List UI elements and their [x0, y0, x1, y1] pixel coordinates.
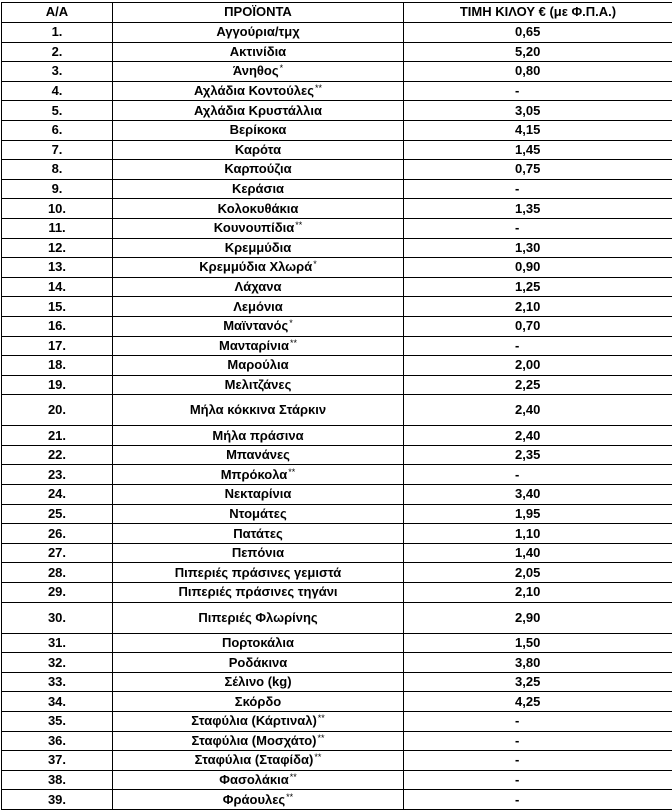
- product-name: Κρεμμύδια: [224, 239, 292, 255]
- product-cell: [113, 101, 404, 121]
- row-number: 17.: [2, 336, 113, 356]
- row-number: 5.: [2, 101, 113, 121]
- row-number: 33.: [2, 672, 113, 692]
- price-value: -: [515, 791, 520, 807]
- product-cell: [113, 62, 404, 82]
- table-row: [2, 583, 672, 603]
- price-cell: [404, 751, 672, 771]
- table-row: [2, 543, 672, 563]
- header-number: Α/Α: [2, 3, 113, 23]
- table-row: [2, 465, 672, 485]
- price-value: 2,40: [515, 402, 541, 418]
- product-name: Πορτοκάλια: [221, 634, 295, 650]
- product-cell: [113, 120, 404, 140]
- product-name: Σκόρδο: [234, 693, 282, 709]
- price-cell: [404, 465, 672, 485]
- price-cell: [404, 277, 672, 297]
- product-cell: [113, 426, 404, 446]
- table-row: [2, 790, 672, 810]
- price-value: -: [515, 337, 520, 353]
- product-name: Αχλάδια Κρυστάλλια: [194, 102, 322, 118]
- price-cell: [404, 62, 672, 82]
- header-product: ΠΡΟΪΟΝΤΑ: [113, 3, 404, 23]
- price-cell: [404, 770, 672, 790]
- table-row: [2, 336, 672, 356]
- product-name: Βερίκοκα: [229, 122, 287, 138]
- product-cell: [113, 375, 404, 395]
- row-number: 16.: [2, 316, 113, 336]
- product-name: Φασολάκια: [219, 772, 289, 788]
- row-number: 18.: [2, 356, 113, 376]
- product-cell: [113, 692, 404, 712]
- price-value: 4,25: [515, 693, 541, 709]
- header-row: [2, 3, 672, 23]
- table-row: [2, 101, 672, 121]
- table-row: [2, 692, 672, 712]
- availability-mark: **: [317, 732, 325, 743]
- price-cell: [404, 42, 672, 62]
- table-row: [2, 445, 672, 465]
- row-number: 22.: [2, 445, 113, 465]
- price-cell: [404, 81, 672, 101]
- table-row: [2, 316, 672, 336]
- product-name: Νεκταρίνια: [224, 486, 292, 502]
- price-cell: [404, 258, 672, 278]
- product-name: Πεπόνια: [231, 545, 285, 561]
- price-value: 2,25: [515, 376, 541, 392]
- product-cell: [113, 218, 404, 238]
- price-cell: [404, 712, 672, 732]
- price-cell: [404, 524, 672, 544]
- table-row: [2, 563, 672, 583]
- price-cell: [404, 356, 672, 376]
- row-number: 38.: [2, 770, 113, 790]
- row-number: 11.: [2, 218, 113, 238]
- price-value: -: [515, 732, 520, 748]
- table-row: [2, 524, 672, 544]
- table-row: [2, 297, 672, 317]
- product-cell: [113, 563, 404, 583]
- price-value: 1,45: [515, 141, 541, 157]
- product-name: Πιπεριές Φλωρίνης: [198, 609, 318, 625]
- price-cell: [404, 101, 672, 121]
- price-cell: [404, 297, 672, 317]
- product-cell: [113, 179, 404, 199]
- product-name: Πατάτες: [233, 525, 283, 541]
- table-row: [2, 218, 672, 238]
- price-value: 4,15: [515, 122, 541, 138]
- row-number: 25.: [2, 504, 113, 524]
- product-cell: [113, 297, 404, 317]
- row-number: 39.: [2, 790, 113, 810]
- product-cell: [113, 316, 404, 336]
- price-value: 0,70: [515, 318, 541, 334]
- price-cell: [404, 790, 672, 810]
- table-row: [2, 23, 672, 43]
- product-name: Ακτινίδια: [229, 43, 287, 59]
- price-cell: [404, 426, 672, 446]
- price-value: 0,90: [515, 259, 541, 275]
- product-cell: [113, 731, 404, 751]
- row-number: 12.: [2, 238, 113, 258]
- table-row: [2, 731, 672, 751]
- price-value: 1,30: [515, 239, 541, 255]
- product-cell: [113, 395, 404, 426]
- price-value: 1,95: [515, 505, 541, 521]
- price-value: 2,10: [515, 298, 541, 314]
- row-number: 6.: [2, 120, 113, 140]
- row-number: 19.: [2, 375, 113, 395]
- row-number: 36.: [2, 731, 113, 751]
- table-row: [2, 395, 672, 426]
- header-price: ΤΙΜΗ ΚΙΛΟΥ € (με Φ.Π.Α.): [404, 3, 672, 23]
- row-number: 37.: [2, 751, 113, 771]
- price-value: 2,10: [515, 584, 541, 600]
- product-cell: [113, 336, 404, 356]
- price-value: 1,35: [515, 200, 541, 216]
- product-cell: [113, 160, 404, 180]
- product-name: Αχλάδια Κοντούλες: [194, 83, 314, 99]
- product-cell: [113, 485, 404, 505]
- product-name: Μπρόκολα: [220, 466, 288, 482]
- table-row: [2, 199, 672, 219]
- price-cell: [404, 445, 672, 465]
- product-cell: [113, 356, 404, 376]
- price-value: -: [515, 713, 520, 729]
- product-cell: [113, 23, 404, 43]
- price-cell: [404, 140, 672, 160]
- product-cell: [113, 672, 404, 692]
- table-row: [2, 62, 672, 82]
- row-number: 23.: [2, 465, 113, 485]
- product-name: Λάχανα: [234, 279, 282, 295]
- table-row: [2, 375, 672, 395]
- row-number: 21.: [2, 426, 113, 446]
- price-value: 0,80: [515, 63, 541, 79]
- table-row: [2, 751, 672, 771]
- row-number: 20.: [2, 395, 113, 426]
- product-cell: [113, 602, 404, 633]
- product-cell: [113, 770, 404, 790]
- product-cell: [113, 543, 404, 563]
- table-row: [2, 277, 672, 297]
- price-cell: [404, 672, 672, 692]
- product-cell: [113, 445, 404, 465]
- row-number: 4.: [2, 81, 113, 101]
- price-value: -: [515, 752, 520, 768]
- table-row: [2, 120, 672, 140]
- table-row: [2, 160, 672, 180]
- product-name: Φράουλες: [222, 791, 286, 807]
- product-name: Λεμόνια: [233, 298, 283, 314]
- table-body: [2, 23, 672, 810]
- table-row: [2, 356, 672, 376]
- table-row: [2, 504, 672, 524]
- price-value: 2,35: [515, 447, 541, 463]
- price-value: 5,20: [515, 43, 541, 59]
- product-name: Μπανάνες: [226, 447, 290, 463]
- product-name: Μανταρίνια: [219, 337, 289, 353]
- row-number: 35.: [2, 712, 113, 732]
- product-name: Κολοκυθάκια: [217, 200, 299, 216]
- product-cell: [113, 653, 404, 673]
- price-cell: [404, 583, 672, 603]
- row-number: 26.: [2, 524, 113, 544]
- row-number: 15.: [2, 297, 113, 317]
- product-name: Κεράσια: [231, 181, 285, 197]
- price-cell: [404, 199, 672, 219]
- table-row: [2, 426, 672, 446]
- price-cell: [404, 218, 672, 238]
- row-number: 1.: [2, 23, 113, 43]
- price-cell: [404, 504, 672, 524]
- product-name: Μαρούλια: [227, 357, 289, 373]
- price-cell: [404, 238, 672, 258]
- price-cell: [404, 23, 672, 43]
- price-value: 0,75: [515, 161, 541, 177]
- price-cell: [404, 633, 672, 653]
- table-row: [2, 81, 672, 101]
- table-row: [2, 712, 672, 732]
- price-value: 2,90: [515, 609, 541, 625]
- product-name: Μαϊντανός: [223, 318, 289, 334]
- price-cell: [404, 179, 672, 199]
- table-row: [2, 485, 672, 505]
- product-name: Σταφύλια (Μοσχάτο): [191, 732, 317, 748]
- availability-mark: **: [317, 713, 325, 724]
- table-row: [2, 238, 672, 258]
- price-value: -: [515, 220, 520, 236]
- product-name: Καρότα: [234, 141, 282, 157]
- price-cell: [404, 563, 672, 583]
- availability-mark: **: [289, 337, 297, 348]
- price-cell: [404, 543, 672, 563]
- price-cell: [404, 375, 672, 395]
- product-name: Μήλα πράσινα: [212, 427, 304, 443]
- table-row: [2, 179, 672, 199]
- availability-mark: **: [314, 752, 322, 763]
- row-number: 32.: [2, 653, 113, 673]
- row-number: 7.: [2, 140, 113, 160]
- price-value: 1,40: [515, 545, 541, 561]
- product-cell: [113, 140, 404, 160]
- row-number: 28.: [2, 563, 113, 583]
- product-name: Αγγούρια/τμχ: [216, 24, 300, 40]
- table-row: [2, 42, 672, 62]
- row-number: 29.: [2, 583, 113, 603]
- price-cell: [404, 316, 672, 336]
- product-cell: [113, 81, 404, 101]
- price-value: -: [515, 181, 520, 197]
- availability-mark: *: [289, 318, 293, 329]
- product-cell: [113, 238, 404, 258]
- product-name: Πιπεριές πράσινες τηγάνι: [178, 584, 338, 600]
- row-number: 3.: [2, 62, 113, 82]
- price-value: -: [515, 466, 520, 482]
- price-value: 0,65: [515, 24, 541, 40]
- table-row: [2, 602, 672, 633]
- price-value: 1,25: [515, 279, 541, 295]
- price-cell: [404, 336, 672, 356]
- price-cell: [404, 395, 672, 426]
- product-cell: [113, 751, 404, 771]
- row-number: 13.: [2, 258, 113, 278]
- price-cell: [404, 120, 672, 140]
- product-cell: [113, 633, 404, 653]
- product-name: Κρεμμύδια Χλωρά: [199, 259, 313, 275]
- product-cell: [113, 465, 404, 485]
- table-row: [2, 258, 672, 278]
- availability-mark: **: [289, 772, 297, 783]
- product-name: Άνηθος: [232, 63, 279, 79]
- product-cell: [113, 504, 404, 524]
- row-number: 2.: [2, 42, 113, 62]
- price-value: 3,05: [515, 102, 541, 118]
- row-number: 10.: [2, 199, 113, 219]
- row-number: 14.: [2, 277, 113, 297]
- table-row: [2, 653, 672, 673]
- availability-mark: *: [313, 259, 317, 270]
- price-cell: [404, 602, 672, 633]
- product-name: Σταφύλια (Σταφίδα): [194, 752, 314, 768]
- product-name: Σέλινο (kg): [224, 674, 292, 690]
- price-value: 2,05: [515, 564, 541, 580]
- product-name: Πιπεριές πράσινες γεμιστά: [174, 564, 342, 580]
- price-cell: [404, 160, 672, 180]
- row-number: 34.: [2, 692, 113, 712]
- product-name: Μελιτζάνες: [224, 376, 292, 392]
- product-name: Κουνουπίδια: [213, 220, 295, 236]
- row-number: 9.: [2, 179, 113, 199]
- product-cell: [113, 42, 404, 62]
- product-name: Καρπούζια: [224, 161, 292, 177]
- price-cell: [404, 653, 672, 673]
- product-cell: [113, 712, 404, 732]
- row-number: 31.: [2, 633, 113, 653]
- table-row: [2, 770, 672, 790]
- product-name: Ροδάκινα: [228, 654, 288, 670]
- row-number: 24.: [2, 485, 113, 505]
- price-value: 3,25: [515, 674, 541, 690]
- price-table: [1, 2, 672, 810]
- price-value: 3,40: [515, 486, 541, 502]
- availability-mark: **: [314, 83, 322, 94]
- price-value: 2,40: [515, 427, 541, 443]
- price-value: -: [515, 772, 520, 788]
- price-value: 3,80: [515, 654, 541, 670]
- availability-mark: **: [286, 791, 294, 802]
- product-name: Μήλα κόκκινα Στάρκιν: [189, 402, 327, 418]
- price-cell: [404, 485, 672, 505]
- product-cell: [113, 199, 404, 219]
- product-name: Ντομάτες: [229, 505, 287, 521]
- availability-mark: *: [279, 63, 284, 74]
- row-number: 30.: [2, 602, 113, 633]
- product-cell: [113, 258, 404, 278]
- price-value: 1,50: [515, 634, 541, 650]
- product-cell: [113, 524, 404, 544]
- table-row: [2, 672, 672, 692]
- price-value: -: [515, 83, 520, 99]
- price-cell: [404, 692, 672, 712]
- product-cell: [113, 583, 404, 603]
- price-value: 1,10: [515, 525, 541, 541]
- product-name: Σταφύλια (Κάρτιναλ): [191, 713, 317, 729]
- product-cell: [113, 790, 404, 810]
- availability-mark: **: [295, 220, 303, 231]
- price-value: 2,00: [515, 357, 541, 373]
- availability-mark: **: [288, 466, 296, 477]
- row-number: 8.: [2, 160, 113, 180]
- table-row: [2, 140, 672, 160]
- row-number: 27.: [2, 543, 113, 563]
- price-cell: [404, 731, 672, 751]
- table-row: [2, 633, 672, 653]
- product-cell: [113, 277, 404, 297]
